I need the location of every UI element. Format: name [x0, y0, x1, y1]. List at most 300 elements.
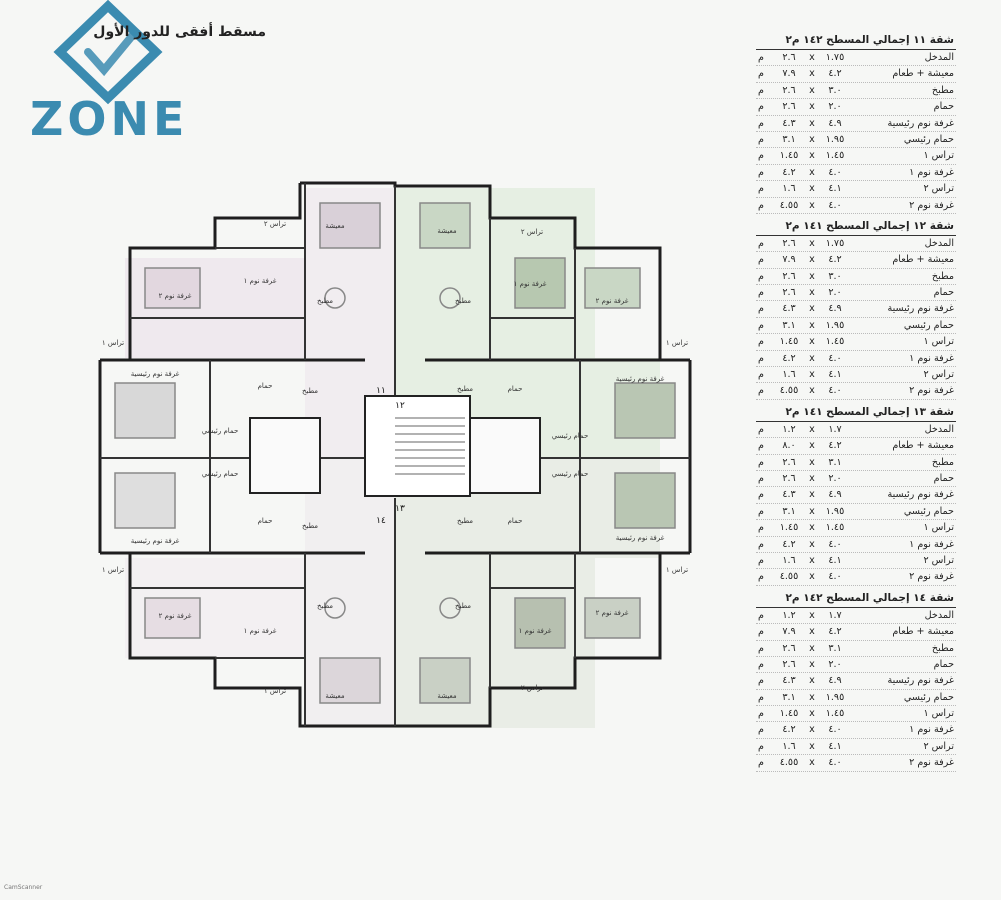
room-row: [756, 722, 956, 738]
room-unit: م: [758, 642, 764, 654]
room-unit: م: [758, 52, 764, 63]
room-name: مطبخ: [931, 642, 954, 654]
room-name: المدخل: [924, 423, 954, 435]
times-sign: x: [809, 757, 815, 769]
room-unit: م: [758, 658, 764, 670]
room-name: المدخل: [924, 237, 954, 249]
room-length: ١.٦: [782, 369, 796, 381]
room-row: [756, 553, 956, 569]
room-row: [756, 739, 956, 755]
room-length: ٢.٦: [782, 287, 796, 299]
room-unit: م: [758, 369, 764, 381]
times-sign: x: [809, 724, 815, 736]
room-name: غرفة نوم ٢: [909, 757, 954, 769]
room-unit: م: [758, 489, 764, 501]
room-length: ٤.٣: [782, 117, 796, 129]
room-name: حمام رئيسي: [903, 319, 954, 331]
room-unit: م: [758, 472, 764, 484]
apartment-title: شقة ١١ إجمالي المسطح ١٤٢ م٢: [756, 30, 956, 50]
room-name: تراس ٢: [923, 740, 954, 752]
room-length: ١.٤٥: [779, 708, 799, 720]
label-kitchen-12: مطبخ: [454, 297, 472, 305]
times-sign: x: [809, 609, 815, 621]
room-length: ٤.٣: [782, 489, 796, 501]
room-length: ٣.١: [782, 319, 796, 331]
room-length: ١.٦: [782, 740, 796, 752]
label-living-13: معيشة: [437, 692, 457, 700]
room-width: ٢.٠: [828, 658, 842, 670]
room-row: [756, 383, 956, 399]
room-row: [756, 301, 956, 317]
room-name: غرفة نوم ٢: [909, 385, 954, 397]
room-unit: م: [758, 522, 764, 534]
room-row: [756, 641, 956, 657]
room-row: [756, 657, 956, 673]
room-length: ١.٤٥: [779, 522, 799, 534]
floor-plan: [95, 178, 695, 738]
room-name: معيشة + طعام: [892, 68, 954, 80]
room-length: ٤.٣: [782, 303, 796, 315]
room-row: [756, 334, 956, 350]
room-name: غرفة نوم رئيسية: [887, 303, 954, 315]
room-row: [756, 165, 956, 181]
room-unit: م: [758, 336, 764, 348]
label-bedroom2-14: غرفة نوم ٢: [158, 612, 192, 620]
times-sign: x: [809, 538, 815, 550]
apartment-table: [756, 216, 956, 400]
room-width: ٤.١: [828, 554, 842, 566]
room-name: تراس ٢: [923, 369, 954, 381]
room-name: مطبخ: [931, 84, 954, 96]
times-sign: x: [809, 68, 815, 80]
label-kitchen2-13: مطبخ: [456, 517, 474, 525]
label-living-14: معيشة: [325, 692, 345, 700]
room-unit: م: [758, 319, 764, 331]
label-terrace2-11: تراس ٢: [263, 220, 287, 228]
room-name: غرفة نوم رئيسية: [887, 117, 954, 129]
room-length: ٢.٦: [782, 270, 796, 282]
room-length: ٧.٩: [782, 68, 796, 80]
times-sign: x: [809, 571, 815, 583]
room-name: تراس ٢: [923, 183, 954, 195]
room-width: ١.٧٥: [825, 237, 845, 249]
room-width: ٤.١: [828, 369, 842, 381]
room-row: [756, 755, 956, 771]
room-unit: م: [758, 166, 764, 178]
room-unit: م: [758, 708, 764, 720]
room-width: ١.٩٥: [825, 691, 845, 703]
times-sign: x: [809, 352, 815, 364]
room-unit: م: [758, 68, 764, 80]
room-row: [756, 50, 956, 66]
room-unit: م: [758, 440, 764, 452]
room-row: [756, 690, 956, 706]
room-name: مطبخ: [931, 456, 954, 468]
label-master-bath-11: حمام رئيسي: [201, 427, 239, 435]
room-unit: م: [758, 287, 764, 299]
room-unit: م: [758, 538, 764, 550]
room-row: [756, 99, 956, 115]
room-length: ٢.٦: [782, 237, 796, 249]
times-sign: x: [809, 183, 815, 195]
label-bedroom2-12: غرفة نوم ٢: [595, 297, 629, 305]
area-tables: [756, 30, 956, 774]
room-length: ١.٢: [782, 609, 796, 621]
label-kitchen2-14: مطبخ: [301, 522, 319, 530]
times-sign: x: [809, 708, 815, 720]
times-sign: x: [809, 505, 815, 517]
times-sign: x: [809, 642, 815, 654]
room-length: ٢.٦: [782, 84, 796, 96]
logo-text: ZONE: [30, 92, 189, 146]
room-unit: م: [758, 199, 764, 211]
room-unit: م: [758, 237, 764, 249]
room-unit: م: [758, 456, 764, 468]
room-length: ٤.٥٥: [779, 199, 799, 211]
room-width: ١.٩٥: [825, 133, 845, 145]
room-row: [756, 252, 956, 268]
room-width: ٤.٠: [828, 724, 842, 736]
room-length: ٧.٩: [782, 626, 796, 638]
times-sign: x: [809, 423, 815, 435]
room-width: ٤.١: [828, 740, 842, 752]
times-sign: x: [809, 101, 815, 113]
label-kitchen-13: مطبخ: [454, 602, 472, 610]
room-width: ٤.٩: [828, 489, 842, 501]
room-unit: م: [758, 609, 764, 621]
room-width: ٤.٠: [828, 352, 842, 364]
room-name: حمام: [933, 287, 954, 299]
room-name: غرفة نوم ١: [909, 166, 954, 178]
apartment-table: [756, 402, 956, 586]
room-width: ٤.٠: [828, 166, 842, 178]
times-sign: x: [809, 472, 815, 484]
room-width: ٤.١: [828, 183, 842, 195]
times-sign: x: [809, 440, 815, 452]
room-name: مطبخ: [931, 270, 954, 282]
times-sign: x: [809, 369, 815, 381]
label-terrace1-14: تراس ١: [263, 687, 287, 695]
label-terrace1-11: تراس ١: [101, 339, 125, 347]
room-row: [756, 569, 956, 585]
room-row: [756, 83, 956, 99]
room-name: حمام رئيسي: [903, 505, 954, 517]
label-master-bedroom-12: غرفة نوم رئيسية: [615, 375, 665, 383]
room-name: المدخل: [924, 52, 954, 63]
room-width: ٢.٠: [828, 472, 842, 484]
room-row: [756, 422, 956, 438]
room-row: [756, 198, 956, 214]
times-sign: x: [809, 319, 815, 331]
room-length: ٨.٠: [782, 440, 796, 452]
room-unit: م: [758, 270, 764, 282]
room-name: غرفة نوم رئيسية: [887, 675, 954, 687]
room-name: حمام: [933, 472, 954, 484]
label-bedroom2-11: غرفة نوم ٢: [158, 292, 192, 300]
room-row: [756, 673, 956, 689]
room-name: تراس ١: [923, 336, 954, 348]
room-name: المدخل: [924, 609, 954, 621]
room-name: حمام رئيسي: [903, 691, 954, 703]
room-row: [756, 66, 956, 82]
unit-number-11: ١١: [376, 386, 386, 396]
room-name: تراس ١: [923, 522, 954, 534]
room-row: [756, 181, 956, 197]
room-width: ٤.٩: [828, 675, 842, 687]
room-unit: م: [758, 84, 764, 96]
room-length: ١.٦: [782, 554, 796, 566]
room-row: [756, 132, 956, 148]
room-unit: م: [758, 740, 764, 752]
room-row: [756, 624, 956, 640]
room-row: [756, 285, 956, 301]
room-width: ٣.٠: [828, 84, 842, 96]
elevator-core-right: [470, 418, 540, 493]
label-bath-13: حمام: [507, 517, 523, 525]
times-sign: x: [809, 117, 815, 129]
label-master-bedroom-11: غرفة نوم رئيسية: [130, 370, 180, 378]
room-name: حمام: [933, 658, 954, 670]
room-length: ٤.٣: [782, 675, 796, 687]
room-length: ٢.٦: [782, 101, 796, 113]
room-row: [756, 520, 956, 536]
room-length: ٣.١: [782, 691, 796, 703]
times-sign: x: [809, 303, 815, 315]
room-name: غرفة نوم ٢: [909, 199, 954, 211]
times-sign: x: [809, 52, 815, 63]
times-sign: x: [809, 691, 815, 703]
room-name: معيشة + طعام: [892, 254, 954, 266]
room-name: تراس ١: [923, 150, 954, 162]
room-length: ٤.٢: [782, 724, 796, 736]
room-row: [756, 537, 956, 553]
times-sign: x: [809, 133, 815, 145]
room-width: ١.٤٥: [825, 522, 845, 534]
room-width: ٣.١: [828, 642, 842, 654]
room-row: [756, 504, 956, 520]
label-bedroom1-13: غرفة نوم ١: [518, 627, 552, 635]
times-sign: x: [809, 287, 815, 299]
label-bath-11: حمام: [257, 382, 273, 390]
room-width: ١.٧٥: [825, 52, 845, 63]
room-unit: م: [758, 675, 764, 687]
unit-number-12: ١٢: [395, 401, 405, 411]
room-width: ١.٤٥: [825, 150, 845, 162]
room-name: غرفة نوم ١: [909, 724, 954, 736]
times-sign: x: [809, 675, 815, 687]
times-sign: x: [809, 626, 815, 638]
times-sign: x: [809, 237, 815, 249]
room-name: معيشة + طعام: [892, 440, 954, 452]
room-unit: م: [758, 691, 764, 703]
stair-core: [365, 396, 470, 496]
label-living-11: معيشة: [325, 222, 345, 230]
times-sign: x: [809, 84, 815, 96]
room-unit: م: [758, 554, 764, 566]
room-length: ٢.٦: [782, 642, 796, 654]
times-sign: x: [809, 199, 815, 211]
label-kitchen-11: مطبخ: [316, 297, 334, 305]
apartment-table: [756, 30, 956, 214]
room-length: ٢.٦: [782, 456, 796, 468]
room-row: [756, 148, 956, 164]
apartment-table: [756, 588, 956, 772]
room-width: ١.٤٥: [825, 336, 845, 348]
room-length: ١.٦: [782, 183, 796, 195]
room-name: غرفة نوم ٢: [909, 571, 954, 583]
times-sign: x: [809, 270, 815, 282]
room-width: ٤.٠: [828, 385, 842, 397]
room-unit: م: [758, 724, 764, 736]
room-width: ٣.٠: [828, 270, 842, 282]
room-length: ٧.٩: [782, 254, 796, 266]
room-width: ٤.٢: [828, 68, 842, 80]
room-row: [756, 471, 956, 487]
room-name: حمام رئيسي: [903, 133, 954, 145]
room-width: ٣.١: [828, 456, 842, 468]
room-width: ٢.٠: [828, 287, 842, 299]
room-length: ٤.٢: [782, 166, 796, 178]
room-unit: م: [758, 150, 764, 162]
room-length: ٢.٦: [782, 52, 796, 63]
room-row: [756, 367, 956, 383]
label-bedroom1-12: غرفة نوم ١: [513, 280, 547, 288]
room-unit: م: [758, 117, 764, 129]
room-width: ٤.٩: [828, 303, 842, 315]
room-row: [756, 706, 956, 722]
room-row: [756, 318, 956, 334]
room-width: ١.٩٥: [825, 505, 845, 517]
room-unit: م: [758, 101, 764, 113]
room-row: [756, 455, 956, 471]
room-width: ١.٧: [828, 609, 842, 621]
room-unit: م: [758, 183, 764, 195]
label-bath-14: حمام: [257, 517, 273, 525]
label-master-bath-12: حمام رئيسي: [551, 432, 589, 440]
label-terrace1-12: تراس ١: [665, 339, 689, 347]
apartment-title: شقة ١٤ إجمالي المسطح ١٤٢ م٢: [756, 588, 956, 608]
room-length: ١.٤٥: [779, 150, 799, 162]
room-length: ١.٢: [782, 423, 796, 435]
room-length: ٣.١: [782, 133, 796, 145]
label-master-bath-14: حمام رئيسي: [201, 470, 239, 478]
room-unit: م: [758, 571, 764, 583]
label-bedroom2-13: غرفة نوم ٢: [595, 609, 629, 617]
room-unit: م: [758, 352, 764, 364]
times-sign: x: [809, 166, 815, 178]
room-width: ٤.٠: [828, 571, 842, 583]
label-terrace2-12: تراس ٢: [520, 228, 544, 236]
room-name: غرفة نوم ١: [909, 352, 954, 364]
times-sign: x: [809, 740, 815, 752]
room-length: ٢.٦: [782, 472, 796, 484]
room-width: ٤.٢: [828, 254, 842, 266]
scanner-footer: CamScanner: [4, 884, 43, 891]
room-length: ٤.٥٥: [779, 385, 799, 397]
label-kitchen2-11: مطبخ: [301, 387, 319, 395]
room-row: [756, 608, 956, 624]
times-sign: x: [809, 385, 815, 397]
room-name: غرفة نوم رئيسية: [887, 489, 954, 501]
room-unit: م: [758, 303, 764, 315]
times-sign: x: [809, 522, 815, 534]
label-master-bath-13: حمام رئيسي: [551, 470, 589, 478]
room-unit: م: [758, 505, 764, 517]
room-width: ٤.٢: [828, 626, 842, 638]
label-master-bedroom-13: غرفة نوم رئيسية: [615, 534, 665, 542]
room-width: ٢.٠: [828, 101, 842, 113]
room-width: ١.٩٥: [825, 319, 845, 331]
label-kitchen2-12: مطبخ: [456, 385, 474, 393]
room-width: ٤.٠: [828, 199, 842, 211]
room-unit: م: [758, 385, 764, 397]
room-row: [756, 269, 956, 285]
room-length: ٤.٥٥: [779, 757, 799, 769]
times-sign: x: [809, 254, 815, 266]
room-length: ٢.٦: [782, 658, 796, 670]
room-name: تراس ١: [923, 708, 954, 720]
room-name: غرفة نوم ١: [909, 538, 954, 550]
room-row: [756, 487, 956, 503]
room-unit: م: [758, 626, 764, 638]
room-length: ٤.٢: [782, 538, 796, 550]
room-name: حمام: [933, 101, 954, 113]
elevator-core-left: [250, 418, 320, 493]
times-sign: x: [809, 150, 815, 162]
room-unit: م: [758, 423, 764, 435]
label-terrace1-13: تراس ١: [665, 566, 689, 574]
room-length: ٤.٥٥: [779, 571, 799, 583]
room-row: [756, 351, 956, 367]
room-unit: م: [758, 254, 764, 266]
times-sign: x: [809, 336, 815, 348]
room-unit: م: [758, 757, 764, 769]
room-length: ١.٤٥: [779, 336, 799, 348]
room-row: [756, 116, 956, 132]
label-master-bedroom-14: غرفة نوم رئيسية: [130, 537, 180, 545]
room-name: معيشة + طعام: [892, 626, 954, 638]
room-unit: م: [758, 133, 764, 145]
label-bedroom1-14: غرفة نوم ١: [243, 627, 277, 635]
times-sign: x: [809, 554, 815, 566]
room-width: ٤.٢: [828, 440, 842, 452]
times-sign: x: [809, 658, 815, 670]
label-terrace2-13: تراس ٢: [520, 684, 544, 692]
room-name: تراس ٢: [923, 554, 954, 566]
apartment-title: شقة ١٢ إجمالي المسطح ١٤١ م٢: [756, 216, 956, 236]
label-bedroom1-11: غرفة نوم ١: [243, 277, 277, 285]
room-row: [756, 236, 956, 252]
room-length: ٣.١: [782, 505, 796, 517]
room-length: ٤.٢: [782, 352, 796, 364]
times-sign: x: [809, 456, 815, 468]
room-width: ١.٧: [828, 423, 842, 435]
times-sign: x: [809, 489, 815, 501]
label-bath-12: حمام: [507, 385, 523, 393]
unit-number-13: ١٣: [395, 504, 405, 514]
label-kitchen-14: مطبخ: [316, 602, 334, 610]
label-living-12: معيشة: [437, 227, 457, 235]
label-terrace2-14: تراس ١: [101, 566, 125, 574]
room-width: ٤.٩: [828, 117, 842, 129]
apartment-title: شقة ١٣ إجمالي المسطح ١٤١ م٢: [756, 402, 956, 422]
room-row: [756, 438, 956, 454]
room-width: ٤.٠: [828, 757, 842, 769]
room-width: ٤.٠: [828, 538, 842, 550]
unit-number-14: ١٤: [376, 516, 386, 526]
room-width: ١.٤٥: [825, 708, 845, 720]
page-title: مسقط أفقى للدور الأول: [93, 24, 266, 40]
